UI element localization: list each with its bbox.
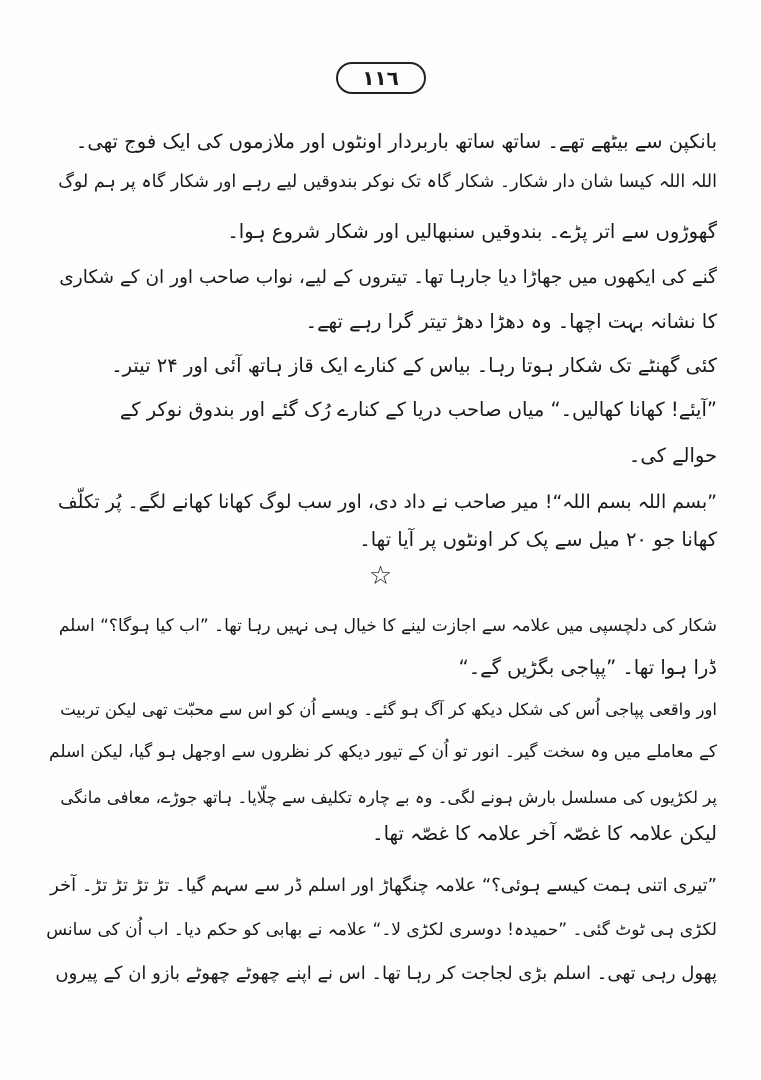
text-line: پھول رہی تھی۔ اسلم بڑی لجاجت کر رہا تھا۔ اس نے اپنے چھوٹے چھوٹے بازو ان کے پیروں <box>55 963 717 984</box>
text-line: پر لکڑیوں کی مسلسل بارش ہونے لگی۔ وہ بے چارہ تکلیف سے چلّایا۔ ہاتھ جوڑے، معافی مانگی <box>60 788 717 807</box>
text-line: کئی گھنٹے تک شکار ہوتا رہا۔ بیاس کے کنارے ایک قاز ہاتھ آئی اور ۲۴ تیتر۔ <box>111 354 717 377</box>
text-line: کے معاملے میں وہ سخت گیر۔ انور تو اُن کے تیور دیکھ کر نظروں سے اوجھل ہو گیا، لیکن اسلم <box>49 742 717 762</box>
text-line: گنے کی ایکھوں میں جھاڑا دیا جارہا تھا۔ تیتروں کے لیے، نواب صاحب اور ان کے شکاری <box>59 267 717 288</box>
text-line: ”تیری اتنی ہمت کیسے ہوئی؟“ علامہ چنگھاڑ اور اسلم ڈر سے سہم گیا۔ تڑ تڑ تڑ تڑ۔ آخر <box>50 875 717 896</box>
page-number-container <box>0 62 761 94</box>
text-line: کا نشانہ بہت اچھا۔ وہ دھڑا دھڑ تیتر گرا رہے تھے۔ <box>305 310 717 333</box>
text-line: بانکپن سے بیٹھے تھے۔ ساتھ ساتھ باربردار اونٹوں اور ملازموں کی ایک فوج تھی۔ <box>75 130 717 153</box>
page-number: ١١٦ <box>336 62 426 94</box>
text-line: ڈرا ہوا تھا۔ ”پپاجی بگڑیں گے۔“ <box>458 656 717 679</box>
text-line: لکڑی ہی ٹوٹ گئی۔ ”حمیدہ! دوسری لکڑی لا۔“ علامہ نے بھابی کو حکم دیا۔ اب اُن کی سانس <box>46 920 717 940</box>
text-line: شکار کی دلچسپی میں علامہ سے اجازت لینے کا خیال ہی نہیں رہا تھا۔ ”اب کیا ہوگا؟“ اسلم <box>58 616 717 636</box>
text-line: لیکن علامہ کا غصّہ آخر علامہ کا غصّہ تھا۔ <box>372 822 717 845</box>
text-line: ”آیئے! کھانا کھالیں۔“ میاں صاحب دریا کے کنارے رُک گئے اور بندوق نوکر کے <box>119 398 717 421</box>
text-line: اللہ اللہ کیسا شان دار شکار۔ شکار گاہ تک نوکر بندوقیں لیے رہے اور شکار گاہ پر ہم لوگ <box>58 172 717 192</box>
separator-star-icon: ☆ <box>368 561 393 591</box>
text-line: اور واقعی پپاجی اُس کی شکل دیکھ کر آگ ہو گئے۔ ویسے اُن کو اس سے محبّت تھی لیکن تربیت <box>60 700 717 719</box>
text-line: ”بسم اللہ بسم اللہ“! میر صاحب نے داد دی، اور سب لوگ کھانا کھانے لگے۔ پُر تکلّف <box>57 491 717 513</box>
text-line: گھوڑوں سے اتر پڑے۔ بندوقیں سنبھالیں اور شکار شروع ہوا۔ <box>227 220 717 243</box>
text-line: کھانا جو ۲۰ میل سے پک کر اونٹوں پر آیا تھا۔ <box>359 528 717 551</box>
text-line: حوالے کی۔ <box>628 444 717 467</box>
